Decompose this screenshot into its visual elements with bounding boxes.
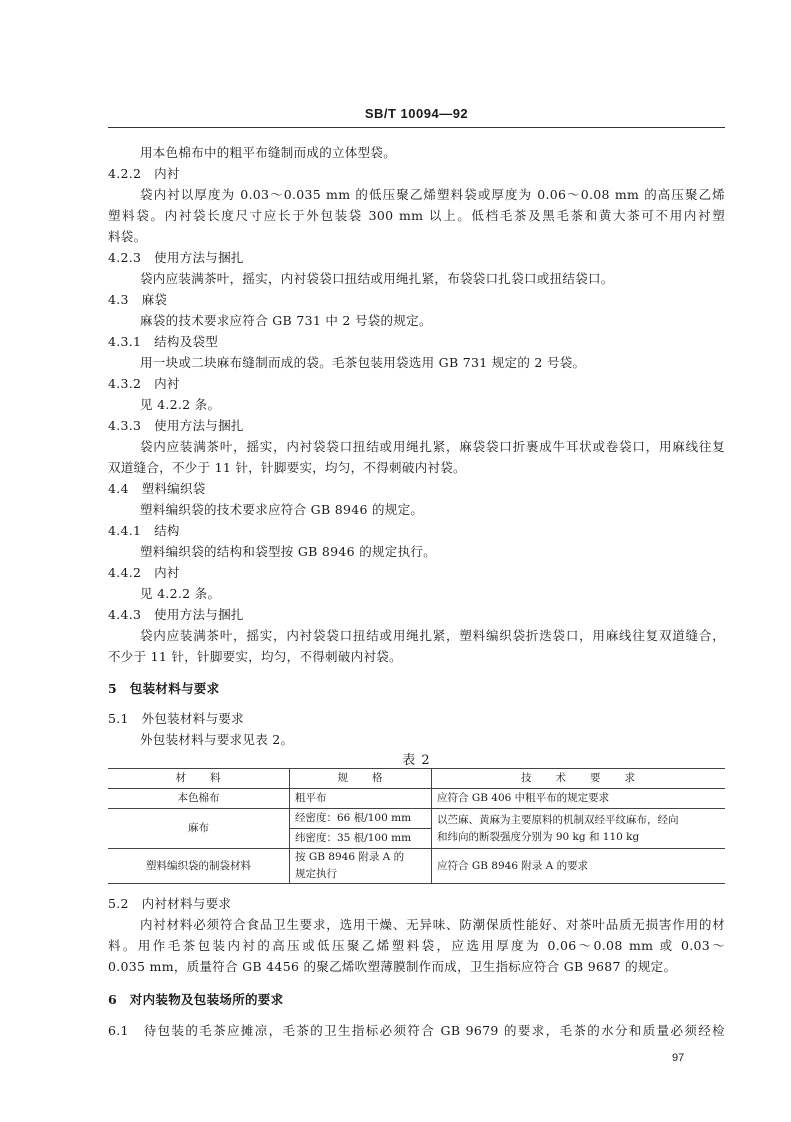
section-heading-5-2: 5.2 内衬材料与要求: [108, 896, 232, 911]
table-row: [108, 849, 725, 884]
requirement-line: 和纬向的断裂强度分别为 90 kg 和 110 kg: [437, 830, 640, 843]
cell-spec: 粗平布: [290, 789, 432, 809]
page-number: 97: [672, 1052, 685, 1064]
standard-code-header: SB/T 10094—92: [364, 106, 469, 121]
section-heading-4-3-2: 4.3.2 内衬: [108, 376, 180, 391]
spec-line: 按 GB 8946 附录 A 的: [295, 851, 405, 863]
body-text: 袋内衬以厚度为 0.03～0.035 mm 的低压聚乙烯塑料袋或厚度为 0.06～0.08 mm 的高压聚乙烯: [140, 187, 725, 202]
cell-spec: 纬密度：35 根/100 mm: [290, 829, 432, 849]
body-text: 袋内应装满茶叶，摇实，内衬袋袋口扭结或用绳扎紧，塑料编织袋折迭袋口，用麻线往复双道缝合，: [140, 628, 725, 643]
section-heading-4-3-3: 4.3.3 使用方法与捆扎: [108, 418, 244, 433]
column-header-spec: 规 格: [290, 769, 432, 789]
body-text: 袋内应装满茶叶，摇实，内衬袋袋口扭结或用绳扎紧，麻袋袋口折裹成牛耳状或卷袋口，用麻线往复: [140, 439, 725, 454]
section-heading-4-3: 4.3 麻袋: [108, 292, 168, 307]
section-heading-5-1: 5.1 外包装材料与要求: [108, 711, 244, 726]
cell-requirement: [432, 809, 726, 849]
body-text: 见 4.2.2 条。: [140, 397, 221, 412]
body-text: 料袋。: [108, 229, 147, 244]
section-heading-4-2-3: 4.2.3 使用方法与捆扎: [108, 250, 244, 265]
section-heading-4-4-1: 4.4.1 结构: [108, 523, 180, 538]
section-heading-4-4-3: 4.4.3 使用方法与捆扎: [108, 607, 244, 622]
table-caption: 表 2: [402, 753, 431, 768]
cell-spec: [290, 849, 432, 884]
body-text: 见 4.2.2 条。: [140, 586, 221, 601]
table-header-row: [108, 769, 725, 789]
column-header-material: 材 料: [108, 769, 290, 789]
packaging-material-table: [108, 768, 725, 884]
chapter-heading-6: 6 对内装物及包装场所的要求: [108, 992, 284, 1007]
cell-spec: 经密度：66 根/100 mm: [290, 809, 432, 829]
body-text: 用一块或二块麻布缝制而成的袋。毛茶包装用袋选用 GB 731 规定的 2 号袋。: [140, 355, 586, 370]
section-heading-4-2-2: 4.2.2 内衬: [108, 166, 180, 181]
cell-material: 本色棉布: [108, 789, 290, 809]
section-heading-4-3-1: 4.3.1 结构及袋型: [108, 334, 219, 349]
spec-line: 规定执行: [295, 868, 337, 880]
section-heading-4-4: 4.4 塑料编织袋: [108, 481, 206, 496]
body-text: 双道缝合，不少于 11 针，针脚要实，均匀，不得刺破内衬袋。: [108, 460, 466, 475]
body-text: 外包装材料与要求见表 2。: [140, 732, 294, 747]
cell-material: 麻布: [108, 809, 290, 849]
cell-material: 塑料编织袋的制袋材料: [108, 849, 290, 884]
body-text: 不少于 11 针，针脚要实，均匀，不得刺破内衬袋。: [108, 649, 402, 664]
cell-requirement: 应符合 GB 8946 附录 A 的要求: [432, 849, 726, 884]
section-heading-6-1: 6.1 待包装的毛茶应摊凉，毛茶的卫生指标必须符合 GB 9679 的要求，毛茶的水分和质量必须经检: [108, 1023, 725, 1038]
body-text: 内衬材料必须符合食品卫生要求，选用干燥、无异味、防潮保质性能好、对茶叶品质无损害作用的材: [140, 917, 725, 932]
table-row: [108, 809, 725, 829]
body-text: 塑料袋。内衬袋长度尺寸应长于外包装袋 300 mm 以上。低档毛茶及黑毛茶和黄大茶可不用内衬塑: [108, 208, 725, 223]
body-text: 麻袋的技术要求应符合 GB 731 中 2 号袋的规定。: [140, 313, 432, 328]
chapter-heading-5: 5 包装材料与要求: [108, 681, 220, 696]
cell-requirement: 应符合 GB 406 中粗平布的规定要求: [432, 789, 726, 809]
header-rule: [108, 127, 725, 128]
section-heading-4-4-2: 4.4.2 内衬: [108, 565, 180, 580]
requirement-line: 以苎麻、黄麻为主要原料的机制双经平纹麻布，经向: [437, 813, 679, 826]
table-row: [108, 789, 725, 809]
body-text: 塑料编织袋的技术要求应符合 GB 8946 的规定。: [140, 502, 424, 517]
body-text: 0.035 mm，质量符合 GB 4456 的聚乙烯吹塑薄膜制作而成，卫生指标应符合 GB 9687 的规定。: [108, 959, 677, 974]
body-text: 袋内应装满茶叶，摇实，内衬袋袋口扭结或用绳扎紧，布袋袋口扎袋口或扭结袋口。: [140, 271, 614, 286]
body-text: 塑料编织袋的结构和袋型按 GB 8946 的规定执行。: [140, 544, 437, 559]
body-text: 用本色棉布中的粗平布缝制而成的立体型袋。: [140, 145, 397, 160]
body-text: 料。用作毛茶包装内衬的高压或低压聚乙烯塑料袋，应选用厚度为 0.06～0.08 mm 或 0.03～: [108, 938, 725, 953]
column-header-requirement: 技 术 要 求: [432, 769, 726, 789]
